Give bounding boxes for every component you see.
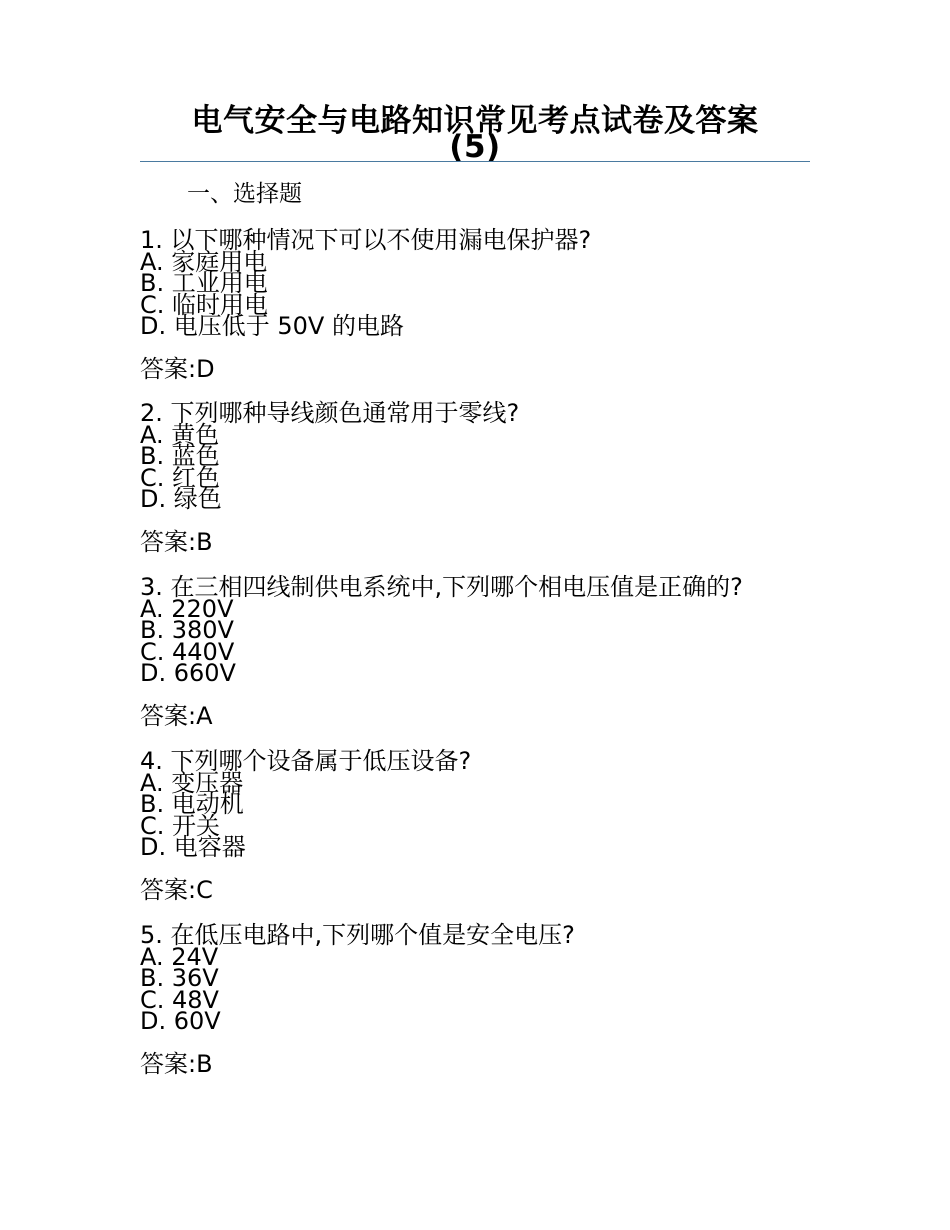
option-c: C. 48V <box>140 985 219 1014</box>
question-stem: 4. 下列哪个设备属于低压设备? <box>140 747 472 775</box>
option-c: C. 临时用电 <box>140 290 269 319</box>
title-line-2: (5) <box>449 129 501 165</box>
option-c: C. 440V <box>140 637 235 666</box>
option-a: A. 变压器 <box>140 768 244 797</box>
option-a: A. 黄色 <box>140 420 220 449</box>
option-a: A. 24V <box>140 942 219 971</box>
answer-line: 答案:B <box>140 1049 213 1078</box>
answer-line: 答案:A <box>140 701 213 730</box>
option-d: D. 电容器 <box>140 833 246 861</box>
answer-line: 答案:D <box>140 354 215 383</box>
question-1 <box>140 227 840 382</box>
option-b: B. 36V <box>140 964 219 992</box>
question-4 <box>140 748 840 903</box>
option-b: B. 工业用电 <box>140 269 268 297</box>
question-stem: 3. 在三相四线制供电系统中,下列哪个相电压值是正确的? <box>140 573 743 601</box>
option-d: D. 电压低于 50V 的电路 <box>140 312 404 340</box>
option-d: D. 660V <box>140 659 236 687</box>
answer-line: 答案:B <box>140 527 213 556</box>
option-b: B. 蓝色 <box>140 442 220 470</box>
option-c: C. 开关 <box>140 811 221 840</box>
document-title <box>140 104 810 164</box>
option-b: B. 380V <box>140 616 234 644</box>
question-5 <box>140 922 840 1077</box>
question-stem: 5. 在低压电路中,下列哪个值是安全电压? <box>140 921 575 949</box>
option-c: C. 红色 <box>140 463 221 492</box>
section-heading: 一、选择题 <box>187 181 302 207</box>
option-d: D. 绿色 <box>140 485 222 513</box>
question-2 <box>140 400 840 555</box>
option-a: A. 家庭用电 <box>140 247 268 276</box>
option-a: A. 220V <box>140 594 234 623</box>
question-stem: 2. 下列哪种导线颜色通常用于零线? <box>140 399 520 427</box>
option-b: B. 电动机 <box>140 790 244 818</box>
title-line-1: 电气安全与电路知识常见考点试卷及答案 <box>191 103 759 139</box>
answer-line: 答案:C <box>140 875 213 904</box>
question-3 <box>140 574 840 729</box>
option-d: D. 60V <box>140 1007 221 1035</box>
question-stem: 1. 以下哪种情况下可以不使用漏电保护器? <box>140 226 592 254</box>
title-divider <box>140 161 810 162</box>
